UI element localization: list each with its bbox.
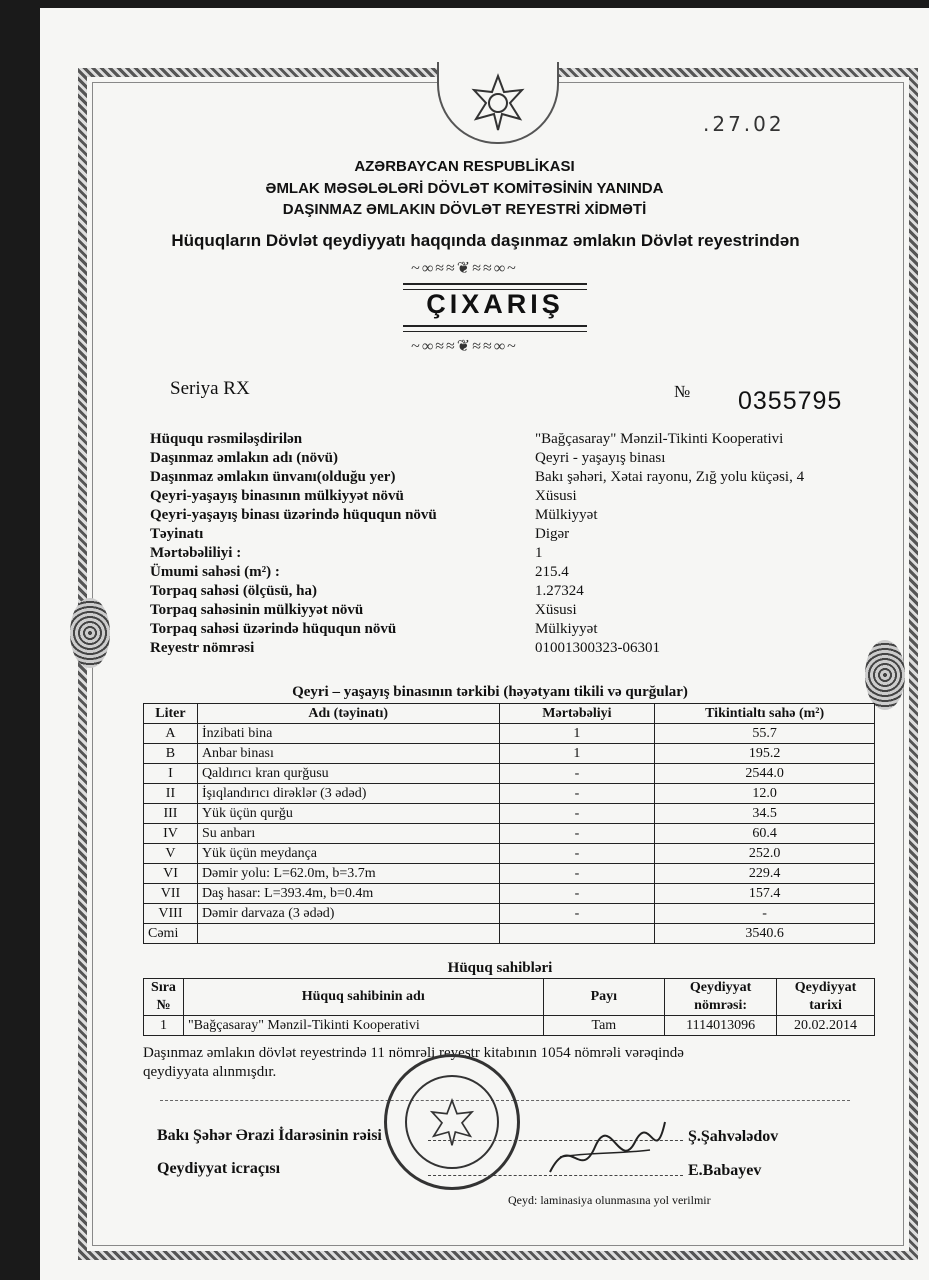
field-label: Qeyri-yaşayış binasının mülkiyyət növü <box>150 488 404 504</box>
name-cell: Yük üçün qurğu <box>197 804 499 824</box>
floors-cell: - <box>499 864 655 884</box>
floors-cell: - <box>499 784 655 804</box>
registry-note-line-2: qeydiyyata alınmışdır. <box>143 1064 277 1080</box>
name-cell: Dəmir darvaza (3 ədəd) <box>197 904 499 924</box>
handwritten-signature <box>540 1112 670 1192</box>
signature-name-1: Ş.Şahvələdov <box>688 1128 779 1145</box>
field-label: Hüququ rəsmiləşdirilən <box>150 431 303 447</box>
empty-cell <box>197 924 499 944</box>
area-cell: 195.2 <box>655 744 875 764</box>
table-header-cell: Adı (təyinatı) <box>197 704 499 724</box>
total-row <box>144 924 875 944</box>
series-number: 0355795 <box>738 387 843 415</box>
table-row <box>144 904 875 924</box>
table-row <box>144 864 875 884</box>
area-cell: 229.4 <box>655 864 875 884</box>
ornament-top: ~∞≈≈❦≈≈∞~ <box>411 260 518 277</box>
owners-table <box>143 978 875 1036</box>
registration-number-cell: 1114013096 <box>665 1016 777 1036</box>
field-value: Xüsusi <box>535 602 577 618</box>
border-rosette-left <box>70 598 110 668</box>
header-subtitle: Hüquqların Dövlət qeydiyyatı haqqında daşınmaz əmlakın Dövlət reyestrindən <box>171 231 800 250</box>
floors-cell: - <box>499 764 655 784</box>
area-cell: - <box>655 904 875 924</box>
field-label: Təyinatı <box>150 526 204 542</box>
field-value: 01001300323-06301 <box>535 640 660 656</box>
field-value: Mülkiyyət <box>535 621 598 637</box>
empty-cell <box>499 924 655 944</box>
name-cell: Su anbarı <box>197 824 499 844</box>
table-row <box>144 884 875 904</box>
table-row <box>144 744 875 764</box>
field-value: 1.27324 <box>535 583 584 599</box>
ornament-bottom: ~∞≈≈❦≈≈∞~ <box>411 338 518 355</box>
liter-cell: IV <box>144 824 198 844</box>
field-label: Torpaq sahəsinin mülkiyyət növü <box>150 602 364 618</box>
table-row <box>144 764 875 784</box>
field-value: Mülkiyyət <box>535 507 598 523</box>
title-rule-bottom <box>403 325 587 332</box>
name-cell: Daş hasar: L=393.4m, b=0.4m <box>197 884 499 904</box>
liter-cell: I <box>144 764 198 784</box>
field-label: Torpaq sahəsi (ölçüsü, ha) <box>150 583 317 599</box>
field-value: 1 <box>535 545 543 561</box>
header-line-1: AZƏRBAYCAN RESPUBLİKASI <box>354 158 575 175</box>
field-value: Qeyri - yaşayış binası <box>535 450 666 466</box>
field-label: Daşınmaz əmlakın ünvanı(olduğu yer) <box>150 469 396 485</box>
field-label: Reyestr nömrəsi <box>150 640 255 656</box>
share-cell: Tam <box>543 1016 665 1036</box>
signature-role-2: Qeydiyyat icraçısı <box>157 1160 281 1177</box>
floors-cell: - <box>499 804 655 824</box>
area-cell: 252.0 <box>655 844 875 864</box>
total-label: Cəmi <box>144 924 198 944</box>
emblem-star-icon <box>468 72 528 132</box>
series-label: Seriya RX <box>170 378 250 399</box>
table-row <box>144 724 875 744</box>
official-stamp <box>384 1054 520 1190</box>
field-value: Bakı şəhəri, Xətai rayonu, Zığ yolu küçəsi, 4 <box>535 469 805 485</box>
field-label: Mərtəbəliliyi : <box>150 545 242 561</box>
table-row <box>144 844 875 864</box>
field-value: Digər <box>535 526 570 542</box>
table-header-cell: Mərtəbəliyi <box>499 704 655 724</box>
liter-cell: B <box>144 744 198 764</box>
floors-cell: 1 <box>499 744 655 764</box>
floors-cell: - <box>499 844 655 864</box>
registration-date-cell: 20.02.2014 <box>777 1016 875 1036</box>
table-header-cell: Qeydiyyat tarixi <box>777 979 875 1016</box>
liter-cell: VII <box>144 884 198 904</box>
table-row <box>144 1016 875 1036</box>
area-cell: 157.4 <box>655 884 875 904</box>
field-label: Qeyri-yaşayış binası üzərində hüququn növü <box>150 507 437 523</box>
signature-role-1: Bakı Şəhər Ərazi İdarəsinin rəisi <box>157 1127 382 1144</box>
name-cell: Dəmir yolu: L=62.0m, b=3.7m <box>197 864 499 884</box>
field-value: "Bağçasaray" Mənzil-Tikinti Kooperativi <box>535 431 784 447</box>
name-cell: Anbar binası <box>197 744 499 764</box>
table-header-cell: Sıra № <box>144 979 184 1016</box>
table-header-cell: Liter <box>144 704 198 724</box>
liter-cell: VIII <box>144 904 198 924</box>
liter-cell: V <box>144 844 198 864</box>
registry-note-line-1: Daşınmaz əmlakın dövlət reyestrində 11 nömrəli reyestr kitabının 1054 nömrəli vərəqində <box>143 1045 684 1061</box>
header-line-3: DAŞINMAZ ƏMLAKIN DÖVLƏT REYESTRİ XİDMƏTİ <box>282 201 647 218</box>
floors-cell: - <box>499 884 655 904</box>
name-cell: İşıqlandırıcı dirəklər (3 ədəd) <box>197 784 499 804</box>
number-label: № <box>674 382 691 401</box>
field-label: Torpaq sahəsi üzərində hüququn növü <box>150 621 397 637</box>
area-cell: 12.0 <box>655 784 875 804</box>
composition-caption: Qeyri – yaşayış binasının tərkibi (həyətyanı tikili və qurğular) <box>292 684 688 700</box>
table-header-cell: Tikintialtı sahə (m²) <box>655 704 875 724</box>
field-label: Daşınmaz əmlakın adı (növü) <box>150 450 338 466</box>
footer-note: Qeyd: laminasiya olunmasına yol verilmir <box>508 1193 711 1207</box>
field-label: Ümumi sahəsi (m²) : <box>150 564 280 580</box>
floors-cell: - <box>499 904 655 924</box>
table-row <box>144 804 875 824</box>
header-line-2: ƏMLAK MƏSƏLƏLƏRİ DÖVLƏT KOMİTƏSİNİN YANINDA <box>265 180 664 197</box>
table-header-cell: Qeydiyyat nömrəsi: <box>665 979 777 1016</box>
document-title: ÇIXARIŞ <box>426 289 564 319</box>
owners-caption: Hüquq sahibləri <box>447 960 553 976</box>
table-header-cell: Hüquq sahibinin adı <box>183 979 543 1016</box>
field-value: Xüsusi <box>535 488 577 504</box>
floors-cell: - <box>499 824 655 844</box>
area-cell: 34.5 <box>655 804 875 824</box>
table-row <box>144 784 875 804</box>
table-row <box>144 824 875 844</box>
field-value: 215.4 <box>535 564 569 580</box>
liter-cell: II <box>144 784 198 804</box>
composition-table <box>143 703 875 944</box>
handwritten-note: .27.02 <box>703 112 785 136</box>
area-cell: 2544.0 <box>655 764 875 784</box>
liter-cell: VI <box>144 864 198 884</box>
owner-name-cell: "Bağçasaray" Mənzil-Tikinti Kooperativi <box>183 1016 543 1036</box>
name-cell: İnzibati bina <box>197 724 499 744</box>
area-cell: 60.4 <box>655 824 875 844</box>
table-header-cell: Payı <box>543 979 665 1016</box>
area-cell: 55.7 <box>655 724 875 744</box>
liter-cell: A <box>144 724 198 744</box>
name-cell: Qaldırıcı kran qurğusu <box>197 764 499 784</box>
signature-name-2: E.Babayev <box>688 1162 762 1179</box>
liter-cell: III <box>144 804 198 824</box>
order-cell: 1 <box>144 1016 184 1036</box>
total-value: 3540.6 <box>655 924 875 944</box>
floors-cell: 1 <box>499 724 655 744</box>
name-cell: Yük üçün meydança <box>197 844 499 864</box>
